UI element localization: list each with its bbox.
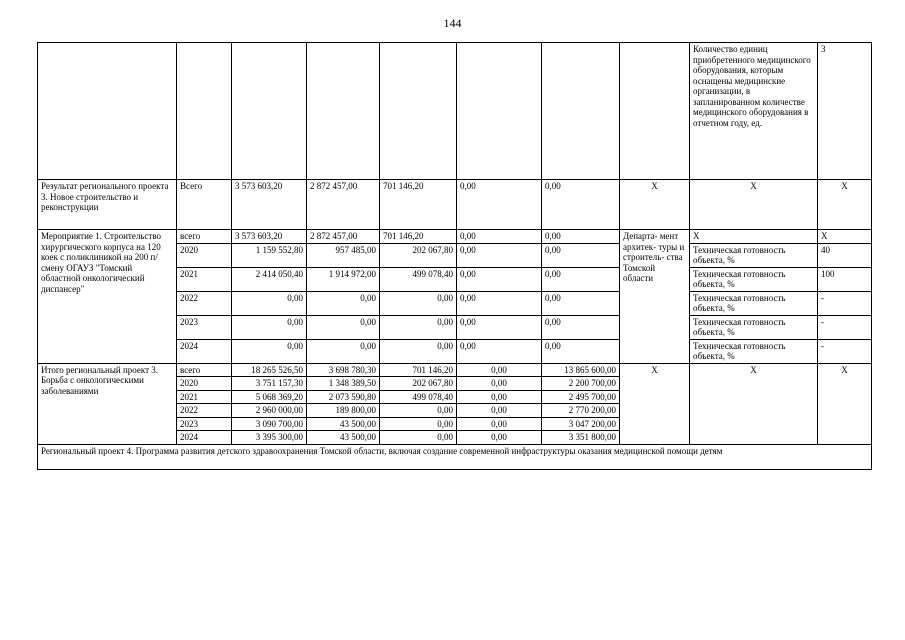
value-cell: 0,00 (457, 267, 542, 291)
indicator-value-cell: X (818, 230, 872, 244)
indicator-cell: X (690, 230, 818, 244)
value-cell: 3 351 800,00 (542, 431, 620, 445)
value-cell: 202 067,80 (380, 243, 457, 267)
value-cell: 0,00 (380, 339, 457, 363)
value-cell: 3 751 157,30 (232, 377, 307, 391)
value-cell: 0,00 (380, 431, 457, 445)
indicator-row (38, 43, 872, 180)
year-cell: 2022 (177, 404, 232, 418)
value-cell: 701 146,20 (380, 230, 457, 244)
indicator-cell: Техническая готовность объекта, % (690, 339, 818, 363)
result-v5: 0,00 (542, 180, 620, 230)
indicator-value-cell: - (818, 315, 872, 339)
year-cell: 2023 (177, 417, 232, 431)
value-cell: 0,00 (457, 404, 542, 418)
measure-name: Мероприятие 1. Строительство хирургического корпуса на 120 коек с поликлиникой на 200 п/смену ОГАУЗ "Томский областной онкологический диспансер" (38, 230, 177, 364)
year-cell: 2021 (177, 390, 232, 404)
indicator-cell: Техническая готовность объекта, % (690, 315, 818, 339)
value-cell: 1 159 552,80 (232, 243, 307, 267)
result-name: Результат регионального проекта 3. Новое строительство и реконструкции (38, 180, 177, 230)
value-cell: 0,00 (457, 431, 542, 445)
total-row (38, 363, 872, 377)
total-val: X (818, 363, 872, 444)
value-cell: 189 800,00 (307, 404, 380, 418)
value-cell: 0,00 (232, 291, 307, 315)
value-cell: 202 067,80 (380, 377, 457, 391)
year-cell: 2024 (177, 339, 232, 363)
value-cell: 2 495 700,00 (542, 390, 620, 404)
value-cell: 0,00 (457, 363, 542, 377)
value-cell: 18 265 526,50 (232, 363, 307, 377)
value-cell: 5 068 369,20 (232, 390, 307, 404)
value-cell: 0,00 (307, 315, 380, 339)
year-cell: 2023 (177, 315, 232, 339)
value-cell: 2 414 050,40 (232, 267, 307, 291)
value-cell: 43 500,00 (307, 431, 380, 445)
value-cell: 3 047 200,00 (542, 417, 620, 431)
indicator-value: 3 (818, 43, 872, 180)
indicator-value-cell: - (818, 339, 872, 363)
value-cell: 0,00 (380, 417, 457, 431)
value-cell: 0,00 (457, 339, 542, 363)
value-cell: 0,00 (232, 339, 307, 363)
value-cell: 701 146,20 (380, 363, 457, 377)
value-cell: 0,00 (307, 339, 380, 363)
value-cell: 499 078,40 (380, 267, 457, 291)
value-cell: 2 770 200,00 (542, 404, 620, 418)
measure-row (38, 230, 872, 244)
indicator-cell: Техническая готовность объекта, % (690, 267, 818, 291)
value-cell: 1 914 972,00 (307, 267, 380, 291)
project-header-row (38, 444, 872, 469)
value-cell: 13 865 600,00 (542, 363, 620, 377)
value-cell: 2 960 000,00 (232, 404, 307, 418)
value-cell: 0,00 (542, 230, 620, 244)
value-cell: 0,00 (457, 390, 542, 404)
year-cell: 2021 (177, 267, 232, 291)
value-cell: 3 573 603,20 (232, 230, 307, 244)
value-cell: 0,00 (307, 291, 380, 315)
value-cell: 0,00 (380, 291, 457, 315)
indicator-cell: Техническая готовность объекта, % (690, 243, 818, 267)
value-cell: 0,00 (457, 315, 542, 339)
value-cell: 0,00 (232, 315, 307, 339)
value-cell: 0,00 (542, 291, 620, 315)
measure-executor: Департа- мент архитек- туры и строитель- ства Томской области (620, 230, 690, 364)
page-number: 144 (443, 16, 462, 30)
result-val: X (818, 180, 872, 230)
value-cell: 0,00 (542, 267, 620, 291)
value-cell: 3 395 300,00 (232, 431, 307, 445)
indicator-value-cell: 40 (818, 243, 872, 267)
year-cell: 2020 (177, 377, 232, 391)
value-cell: 0,00 (457, 417, 542, 431)
value-cell: 0,00 (542, 339, 620, 363)
value-cell: 2 200 700,00 (542, 377, 620, 391)
value-cell: 0,00 (380, 404, 457, 418)
total-exec: X (620, 363, 690, 444)
value-cell: 3 698 780,30 (307, 363, 380, 377)
year-cell: 2024 (177, 431, 232, 445)
value-cell: 1 348 389,50 (307, 377, 380, 391)
indicator-value-cell: - (818, 291, 872, 315)
year-cell: 2020 (177, 243, 232, 267)
value-cell: 2 872 457,00 (307, 230, 380, 244)
result-v2: 2 872 457,00 (307, 180, 380, 230)
year-cell: 2022 (177, 291, 232, 315)
budget-table (37, 42, 872, 470)
value-cell: 43 500,00 (307, 417, 380, 431)
value-cell: 957 485,00 (307, 243, 380, 267)
year-cell: всего (177, 363, 232, 377)
total-ind: X (690, 363, 818, 444)
value-cell: 499 078,40 (380, 390, 457, 404)
value-cell: 0,00 (457, 377, 542, 391)
result-ind: X (690, 180, 818, 230)
value-cell: 0,00 (457, 243, 542, 267)
value-cell: 0,00 (457, 291, 542, 315)
result-row (38, 180, 872, 230)
value-cell: 0,00 (542, 243, 620, 267)
result-type: Всего (177, 180, 232, 230)
value-cell: 0,00 (380, 315, 457, 339)
indicator-text: Количество единиц приобретенного медицинского оборудования, которым оснащены медицинские организации, в запланированном количестве медицинского оборудования в отчетном году, ед. (690, 43, 818, 180)
result-v1: 3 573 603,20 (232, 180, 307, 230)
value-cell: 0,00 (542, 315, 620, 339)
total-name: Итого региональный проект 3. Борьба с онкологическими заболеваниями (38, 363, 177, 444)
value-cell: 0,00 (457, 230, 542, 244)
indicator-cell: Техническая готовность объекта, % (690, 291, 818, 315)
value-cell: 3 090 700,00 (232, 417, 307, 431)
indicator-value-cell: 100 (818, 267, 872, 291)
value-cell: 2 073 590,80 (307, 390, 380, 404)
result-exec: X (620, 180, 690, 230)
result-v3: 701 146,20 (380, 180, 457, 230)
project-4-title: Региональный проект 4. Программа развития детского здравоохранения Томской области, включая создание современной инфраструктуры оказания медицинской помощи детям (38, 444, 872, 469)
year-cell: всего (177, 230, 232, 244)
result-v4: 0,00 (457, 180, 542, 230)
